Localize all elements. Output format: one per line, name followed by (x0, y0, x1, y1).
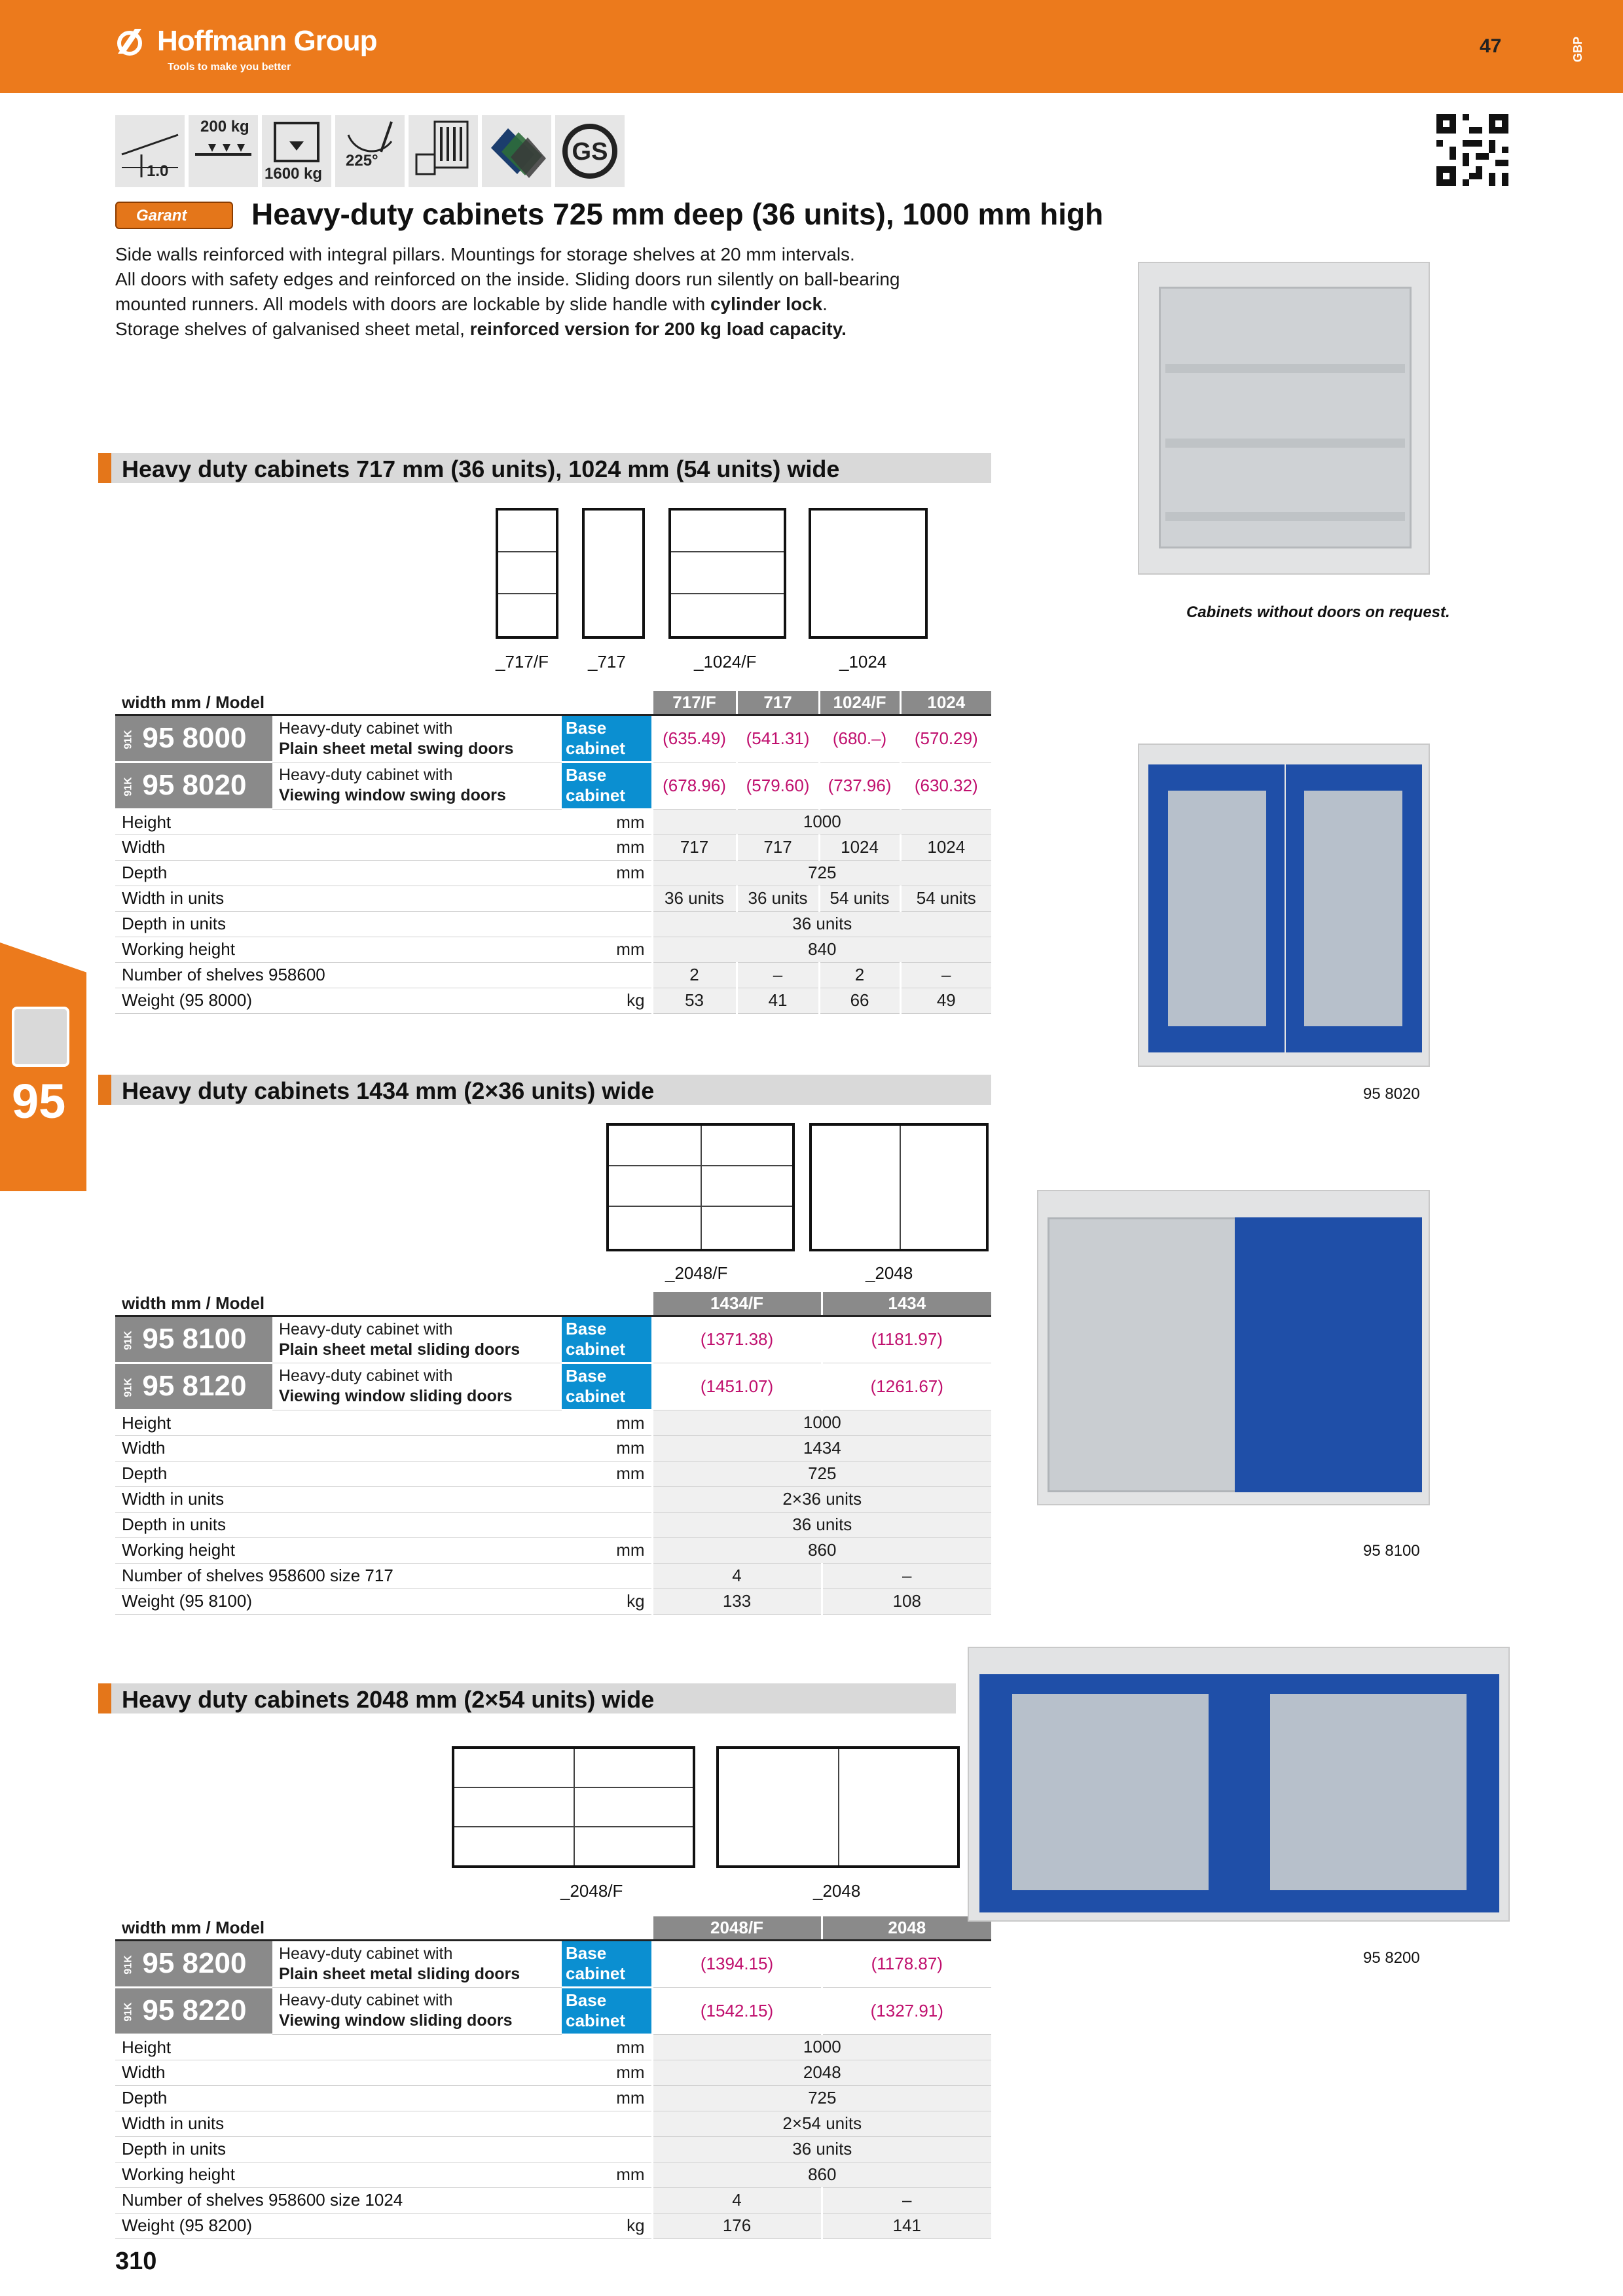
intro-text (115, 242, 1071, 342)
spec-row: Height mm 1000 (115, 2034, 991, 2060)
spec-row: Weight (95 8200) kg 176 141 (115, 2213, 991, 2238)
shelf-load-icon: 200 kg (189, 115, 258, 187)
article-number[interactable]: 91K 95 8120 (115, 1363, 272, 1410)
article-row[interactable] (115, 1940, 991, 1987)
price-cell[interactable]: (570.29) (900, 715, 991, 762)
section-title: Heavy duty cabinets 717 mm (36 units), 1024 mm (54 units) wide (122, 456, 840, 482)
price-cell[interactable]: (630.32) (900, 762, 991, 809)
section-accent (98, 1075, 111, 1105)
price-cell[interactable]: (1371.38) (652, 1316, 822, 1363)
intro-line: mounted runners. All models with doors are lockable by slide handle with cylinder lock. (115, 294, 828, 314)
diagram-label: _2048 (866, 1263, 913, 1283)
intro-line: All doors with safety edges and reinforced on the inside. Sliding doors run silently on ball-bearing (115, 269, 900, 289)
base-cabinet-badge: Base cabinet (562, 762, 652, 809)
article-description: Heavy-duty cabinet with Viewing window sliding doors (272, 1363, 562, 1410)
spec-row: Working height mm 840 (115, 937, 991, 962)
section-title: Heavy duty cabinets 2048 mm (2×54 units) wide (122, 1686, 655, 1713)
catalog-page-badge: 47 (1480, 35, 1502, 57)
feature-icons (115, 115, 625, 187)
spec-row: Width in units 2×54 units (115, 2111, 991, 2136)
product-photo-95-8100 (1037, 1190, 1430, 1505)
column-header: 2048 (822, 1916, 991, 1940)
price-cell[interactable]: (541.31) (737, 715, 819, 762)
article-row[interactable] (115, 1987, 991, 2034)
section-accent (98, 453, 111, 483)
spec-row: Number of shelves 958600 size 1024 4 – (115, 2187, 991, 2213)
spec-row: Width in units 2×36 units (115, 1486, 991, 1512)
price-cell[interactable]: (1181.97) (822, 1316, 991, 1363)
section-header (98, 1075, 991, 1105)
price-cell[interactable]: (579.60) (737, 762, 819, 809)
base-cabinet-badge: Base cabinet (562, 1940, 652, 1987)
section-header (98, 453, 991, 483)
spec-row: Height mm 1000 (115, 1410, 991, 1435)
spec-row: Depth in units 36 units (115, 2136, 991, 2162)
article-row[interactable] (115, 715, 991, 762)
garant-badge: Garant (115, 202, 233, 229)
spec-row: Width mm 717 717 1024 1024 (115, 834, 991, 860)
spec-row: Depth mm 725 (115, 860, 991, 886)
page-title: Heavy-duty cabinets 725 mm deep (36 units), 1000 mm high (251, 197, 1104, 231)
cabinet-chapter-icon (12, 1007, 69, 1067)
price-cell[interactable]: (635.49) (652, 715, 737, 762)
price-cell[interactable]: (1261.67) (822, 1363, 991, 1410)
section-accent (98, 1683, 111, 1713)
diagram-label: _1024 (839, 652, 887, 672)
drawer-icon (409, 115, 478, 187)
hoffmann-logo-icon (115, 24, 153, 58)
column-header: 1434/F (652, 1292, 822, 1316)
article-description: Heavy-duty cabinet with Plain sheet metal sliding doors (272, 1316, 562, 1363)
table-head-label: width mm / Model (115, 691, 652, 715)
layout-diagram (452, 1746, 695, 1868)
spec-row: Working height mm 860 (115, 1537, 991, 1563)
column-header: 1434 (822, 1292, 991, 1316)
photo-caption: 95 8020 (1363, 1085, 1420, 1103)
layout-diagram (668, 508, 786, 639)
spec-row: Height mm 1000 (115, 809, 991, 834)
layout-diagram (496, 508, 558, 639)
article-description: Heavy-duty cabinet with Viewing window swing doors (272, 762, 562, 809)
price-cell[interactable]: (1327.91) (822, 1987, 991, 2034)
table-head-label: width mm / Model (115, 1916, 652, 1940)
base-cabinet-badge: Base cabinet (562, 1316, 652, 1363)
base-cabinet-badge: Base cabinet (562, 715, 652, 762)
base-cabinet-badge: Base cabinet (562, 1363, 652, 1410)
brand-name: Hoffmann Group (157, 25, 377, 57)
spec-row: Number of shelves 958600 2 – 2 – (115, 962, 991, 988)
qr-code-icon[interactable] (1436, 114, 1508, 186)
article-number[interactable]: 91K 95 8200 (115, 1940, 272, 1987)
section-header (98, 1683, 956, 1713)
intro-line: Side walls reinforced with integral pillars. Mountings for storage shelves at 20 mm intervals. (115, 244, 855, 264)
spec-row: Number of shelves 958600 size 717 4 – (115, 1563, 991, 1588)
diagram-label: _2048 (813, 1881, 861, 1901)
price-cell[interactable]: (737.96) (819, 762, 900, 809)
spec-row: Weight (95 8100) kg 133 108 (115, 1588, 991, 1614)
svg-text:GS: GS (572, 138, 608, 166)
column-header: 717 (737, 691, 819, 715)
diagram-label: _717 (588, 652, 626, 672)
article-row[interactable] (115, 1363, 991, 1410)
spec-table (115, 691, 991, 1014)
product-photo-95-8200 (968, 1647, 1510, 1922)
photo-caption: 95 8100 (1363, 1542, 1420, 1560)
price-cell[interactable]: (1178.87) (822, 1940, 991, 1987)
chapter-number: 95 (12, 1074, 66, 1128)
spec-row: Depth in units 36 units (115, 911, 991, 937)
door-angle-icon: 225° (335, 115, 405, 187)
column-header: 1024 (900, 691, 991, 715)
column-header: 1024/F (819, 691, 900, 715)
section-title: Heavy duty cabinets 1434 mm (2×36 units) wide (122, 1077, 655, 1104)
page-number: 310 (115, 2248, 157, 2275)
diagram-label: _1024/F (694, 652, 757, 672)
spec-row: Depth mm 725 (115, 2085, 991, 2111)
article-row[interactable] (115, 1316, 991, 1363)
price-cell[interactable]: (678.96) (652, 762, 737, 809)
spec-row: Depth in units 36 units (115, 1512, 991, 1537)
price-cell[interactable]: (1542.15) (652, 1987, 822, 2034)
article-number[interactable]: 91K 95 8000 (115, 715, 272, 762)
product-photo-open-cabinet (1138, 262, 1430, 575)
layout-diagram (809, 508, 928, 639)
spec-table (115, 1916, 991, 2239)
chapter-tab[interactable] (0, 942, 86, 1191)
language-code: GBP (1571, 37, 1584, 63)
article-description: Heavy-duty cabinet with Plain sheet metal swing doors (272, 715, 562, 762)
column-header: 717/F (652, 691, 737, 715)
diagram-label: _717/F (496, 652, 549, 672)
price-cell[interactable]: (1451.07) (652, 1363, 822, 1410)
article-description: Heavy-duty cabinet with Viewing window sliding doors (272, 1987, 562, 2034)
intro-line: Storage shelves of galvanised sheet metal, reinforced version for 200 kg load capacity. (115, 319, 847, 339)
spec-row: Weight (95 8000) kg 53 41 66 49 (115, 988, 991, 1013)
brand-tagline: Tools to make you better (168, 62, 291, 73)
product-photo-95-8020 (1138, 744, 1430, 1067)
diagram-label: _2048/F (665, 1263, 728, 1283)
diagram-label: _2048/F (560, 1881, 623, 1901)
column-header: 2048/F (652, 1916, 822, 1940)
colour-chips-icon (482, 115, 551, 187)
article-number[interactable]: 91K 95 8020 (115, 762, 272, 809)
spec-row: Working height mm 860 (115, 2162, 991, 2187)
base-cabinet-badge: Base cabinet (562, 1987, 652, 2034)
layout-diagram (606, 1123, 795, 1251)
slope-icon: 1.0 (115, 115, 185, 187)
photo-caption: 95 8200 (1363, 1949, 1420, 1967)
spec-table (115, 1292, 991, 1615)
spec-row: Width in units 36 units 36 units 54 units 54 units (115, 886, 991, 911)
spec-row: Depth mm 725 (115, 1461, 991, 1486)
cabinet-load-icon: 1600 kg (262, 115, 331, 187)
spec-row: Width mm 1434 (115, 1435, 991, 1461)
gs-mark-icon (555, 115, 625, 187)
price-cell[interactable]: (1394.15) (652, 1940, 822, 1987)
price-cell[interactable]: (680.–) (819, 715, 900, 762)
layout-diagram (809, 1123, 989, 1251)
table-head-label: width mm / Model (115, 1292, 652, 1316)
layout-diagram (716, 1746, 960, 1868)
article-number[interactable]: 91K 95 8100 (115, 1316, 272, 1363)
spec-row: Width mm 2048 (115, 2060, 991, 2085)
article-description: Heavy-duty cabinet with Plain sheet metal sliding doors (272, 1940, 562, 1987)
photo-caption: Cabinets without doors on request. (1186, 603, 1450, 621)
article-number[interactable]: 91K 95 8220 (115, 1987, 272, 2034)
article-row[interactable] (115, 762, 991, 809)
layout-diagram (582, 508, 645, 639)
